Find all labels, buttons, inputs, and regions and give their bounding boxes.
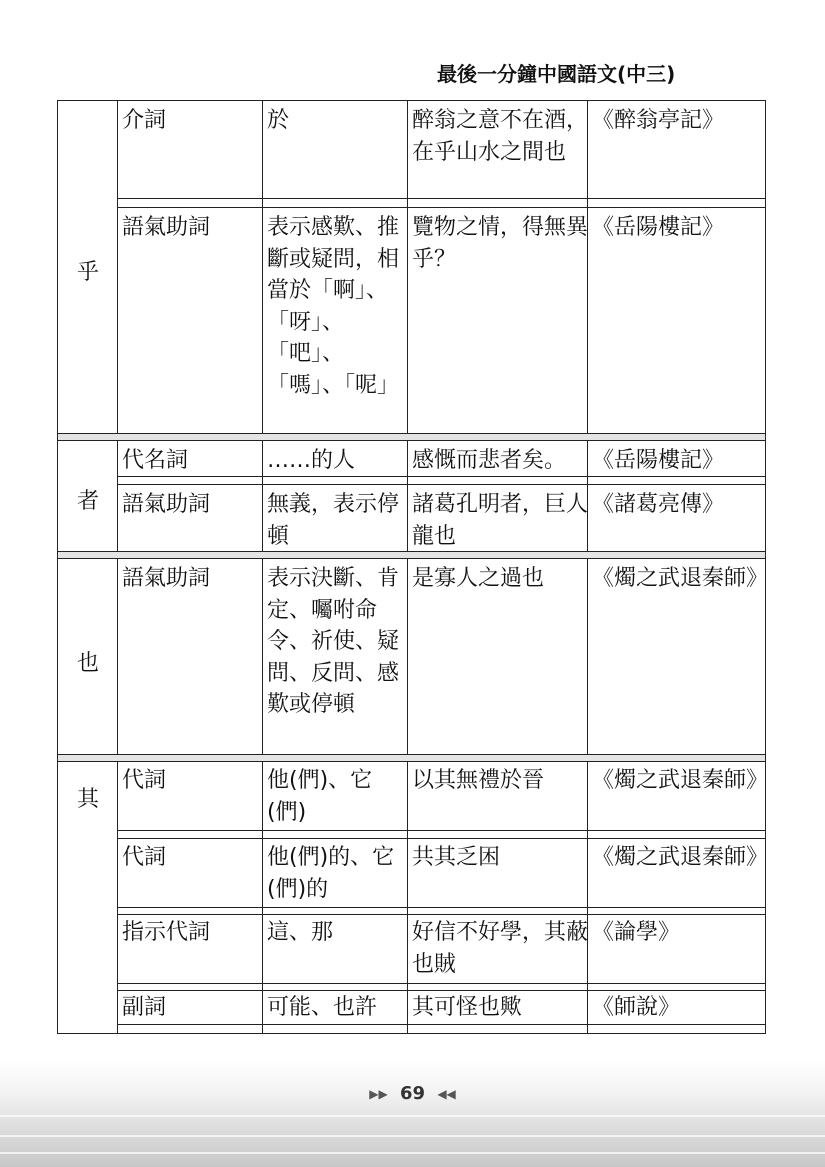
group-separator [58,754,765,762]
meaning-cell: 於 [267,108,290,133]
meaning-cell: 這、那 [267,920,334,945]
row-divider [117,990,765,991]
right-arrows-icon: ◀◀ [437,1087,456,1101]
group-label-zhe: 者 [76,489,99,514]
pos-cell: 代詞 [122,768,167,793]
row-divider [117,1024,765,1025]
row-divider [117,198,765,199]
example-cell: 感慨而悲者矣。 [412,448,567,473]
example-cell: 覽物之情，得無異乎？ [412,215,589,272]
example-cell: 以其無禮於晉 [412,768,545,793]
source-cell: 《師說》 [592,995,681,1020]
group-label-hu: 乎 [76,260,99,285]
example-cell: 好信不好學，其蔽也賊 [412,920,589,977]
source-cell: 《燭之武退秦師》 [592,566,769,591]
left-arrows-icon: ▶▶ [369,1087,388,1101]
row-divider [117,907,765,908]
example-cell: 醉翁之意不在酒，在乎山水之間也 [412,108,589,165]
pos-cell: 代名詞 [122,448,189,473]
pos-cell: 語氣助詞 [122,566,211,591]
row-divider [117,983,765,984]
example-cell: 其可怪也歟 [412,995,523,1020]
meaning-cell: 可能、也許 [267,995,378,1020]
meaning-cell: 表示決斷、肯定、囑咐命令、祈使、疑問、反問、感歎或停頓 [267,566,400,717]
source-cell: 《岳陽樓記》 [592,215,725,240]
row-divider [117,484,765,485]
source-cell: 《燭之武退秦師》 [592,845,769,870]
footer-stripe [0,1115,825,1117]
example-cell: 共其乏困 [412,845,501,870]
group-label-ye: 也 [76,651,99,676]
source-cell: 《論學》 [592,920,681,945]
meaning-cell: 他(們)、它(們) [267,768,373,825]
meaning-cell: ……的人 [267,448,356,473]
page-title: 最後一分鐘中國語文(中三) [437,62,676,86]
meaning-cell: 他(們)的、它(們)的 [267,845,395,902]
page-footer-band [0,1060,825,1167]
row-divider [117,914,765,915]
row-divider [117,207,765,208]
page-number-area [0,1083,825,1104]
grammar-table [57,100,769,1034]
source-cell: 《醉翁亭記》 [592,108,725,133]
group-label-qi: 其 [76,787,99,812]
source-cell: 《諸葛亮傳》 [592,492,725,517]
pos-cell: 代詞 [122,845,167,870]
footer-stripe [0,1135,825,1137]
pos-cell: 語氣助詞 [122,492,211,517]
example-cell: 諸葛孔明者，巨人龍也 [412,492,589,549]
source-cell: 《岳陽樓記》 [592,448,725,473]
footer-stripe [0,1152,825,1154]
column-divider [407,101,408,1033]
column-divider [262,101,263,1033]
pos-cell: 介詞 [122,108,167,133]
source-cell: 《燭之武退秦師》 [592,768,769,793]
column-divider [117,101,118,1033]
row-divider [117,830,765,831]
meaning-cell: 表示感歎、推斷或疑問，相當於「啊」、「呀」、「吧」、「嗎」、「呢」 [267,215,400,398]
row-divider [117,838,765,839]
pos-cell: 副詞 [122,995,167,1020]
pos-cell: 語氣助詞 [122,215,211,240]
group-separator [58,433,765,441]
pos-cell: 指示代詞 [122,920,211,945]
group-separator [58,551,765,559]
example-cell: 是寡人之過也 [412,566,545,591]
meaning-cell: 無義，表示停頓 [267,492,400,549]
page-number: 69 [399,1083,426,1104]
